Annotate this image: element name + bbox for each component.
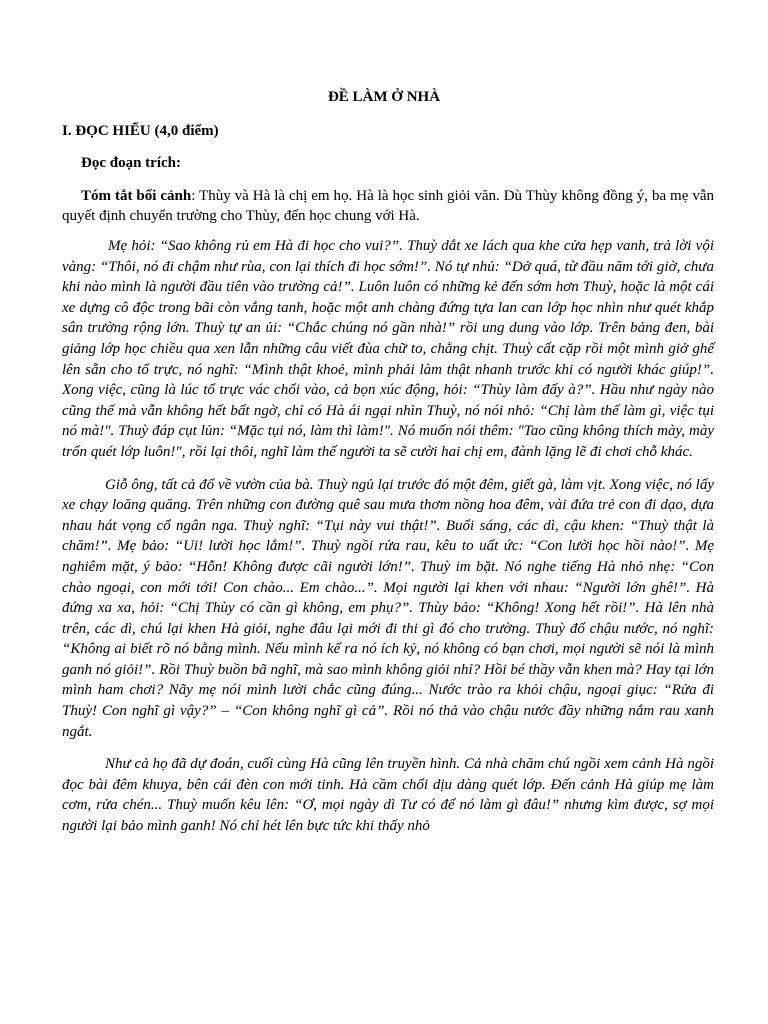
section-heading: I. ĐỌC HIỂU (4,0 điểm) [62,123,219,139]
excerpt-paragraph: Mẹ hỏi: “Sao không rủ em Hà đi học cho vui?”. Thuỳ dắt xe lách qua khe cửa hẹp vanh, trả lời vội vàng: “Thôi, nó đi chậm như rùa, con lại thích đi học sớm!”. Nó tự nhủ: “Dở quá, từ đầu năm tới giờ, chưa khi nào mình là người đầu tiên vào trường cả!”. Luôn luôn có những kẻ đến sớm hơn Thuỳ, hoặc là một cái xe dựng cô độc trong bãi còn vắng tanh, hoặc một anh chàng đứng tựa lan can lớp học nhìn như quét khắp sân trường rộng lớn. Thuỳ tự an ủi: “Chắc chúng nó gần nhà!” rồi ung dung vào lớp. Trên bảng đen, bài giảng lớp học chiều qua xen lẫn những câu viết đùa chữ to, chằng chịt. Thuỳ cất cặp rồi một mình giở ghế lên sẵn cho tổ trực, nó nghĩ: “Mình thật khoẻ, mình phải làm thật nhanh trước khi có người khác giúp!”. Xong việc, cũng là lúc tổ trực vác chổi vào, cả bọn xúc động, hỏi: “Thùy làm đấy à?”. Hầu như ngày nào cũng thế mà vẫn không hết bất ngờ, chỉ có Hà ái ngại nhìn Thuỳ, nó nói nhỏ: “Chị làm thế làm gì, việc tụi nó mà!". Thuỳ đáp cụt lủn: “Mặc tụi nó, làm thì làm!". Nó muốn nói thêm: "Tao cũng không thích mày, mày trốn quét lớp luôn!", rồi lại thôi, nghĩ làm thế người ta sẽ cười hai chị em, đành lặng lẽ đi chơi chỗ khác. [62,238,714,460]
excerpt-heading: Đọc đoạn trích: [81,155,181,171]
context-summary [62,186,714,226]
document-title: ĐỀ LÀM Ở NHÀ [327,89,441,105]
summary-label: Tóm tắt bối cảnh [81,188,192,204]
excerpt-body [62,236,714,849]
excerpt-paragraph: Giỗ ông, tất cả đổ về vườn của bà. Thuỳ ngủ lại trước đó một đêm, giết gà, làm vịt. Xong việc, nó lấy xe chạy loăng quăng. Trên những con đường quê sau mưa thơm nồng hoa đêm, vài đứa trẻ con đi dạo, dựa nhau hát vọng cổ ngân nga. Thuỳ nghĩ: “Tụi này vui thật!”. Buổi sáng, các dì, cậu khen: “Thuỳ thật là chăm!”. Mẹ bảo: “Ui! lười học lắm!”. Thuỳ ngồi rửa rau, kêu to uất ức: “Con lười học hồi nào!”. Mẹ nghiêm mặt, ý bảo: “Hỗn! Không được cãi người lớn!”. Thuỳ im bặt. Nó nghe tiếng Hà nhỏ nhẹ: “Con chào ngoại, con mới tới! Con chào... Em chào...”. Mọi người lại khen với nhau: “Người lớn ghê!”. Hà đứng xa xa, hỏi: “Chị Thùy có cần gì không, em phụ?”. Thùy bảo: “Không! Xong hết rồi!”. Hà lên nhà trên, các dì, chú lại khen Hà giỏi, nghe đâu lại mới đi thi gì đó cho trường. Thuỳ đổ chậu nước, nó nghĩ: “Không ai biết rõ nó bằng mình. Nếu mình kể ra nó ích kỷ, nó không có bạn chơi, mọi người sẽ nói là mình ganh nó giỏi!”. Rồi Thuỳ buồn bã nghĩ, mà sao mình không giỏi nhỉ? Hồi bé thầy vẫn khen mà? Hay tại lớn mình ham chơi? Nãy mẹ nói mình lười chắc cũng đúng... Nước trào ra khỏi chậu, ngoại giục: “Rửa đi Thuỳ! Con nghĩ gì vậy?” – “Con không nghĩ gì cả”. Rồi nó thả vào chậu nước đầy những nắm rau xanh ngắt. [62,476,714,740]
excerpt-paragraph: Như cả họ đã dự đoán, cuối cùng Hà cũng lên truyền hình. Cả nhà chăm chú ngồi xem cảnh Hà ngồi đọc bài đêm khuya, bên cái đèn con mới tinh. Hà cầm chổi dịu dàng quét lớp. Đến cảnh Hà giúp mẹ làm cơm, rửa chén... Thuỳ muốn kêu lên: “Ơ, mọi ngày dì Tư có để nó làm gì đâu!” nhưng kìm được, sợ mọi người lại bảo mình ganh! Nó chỉ hét lên bực tức khi thấy nhỏ [62,756,714,835]
summary-text: : Thùy và Hà là chị em họ. Hà là học sinh giỏi văn. Dù Thùy không đồng ý, ba mẹ vẫn quyết định chuyển trường cho Thùy, đến học chung với Hà. [62,188,714,224]
